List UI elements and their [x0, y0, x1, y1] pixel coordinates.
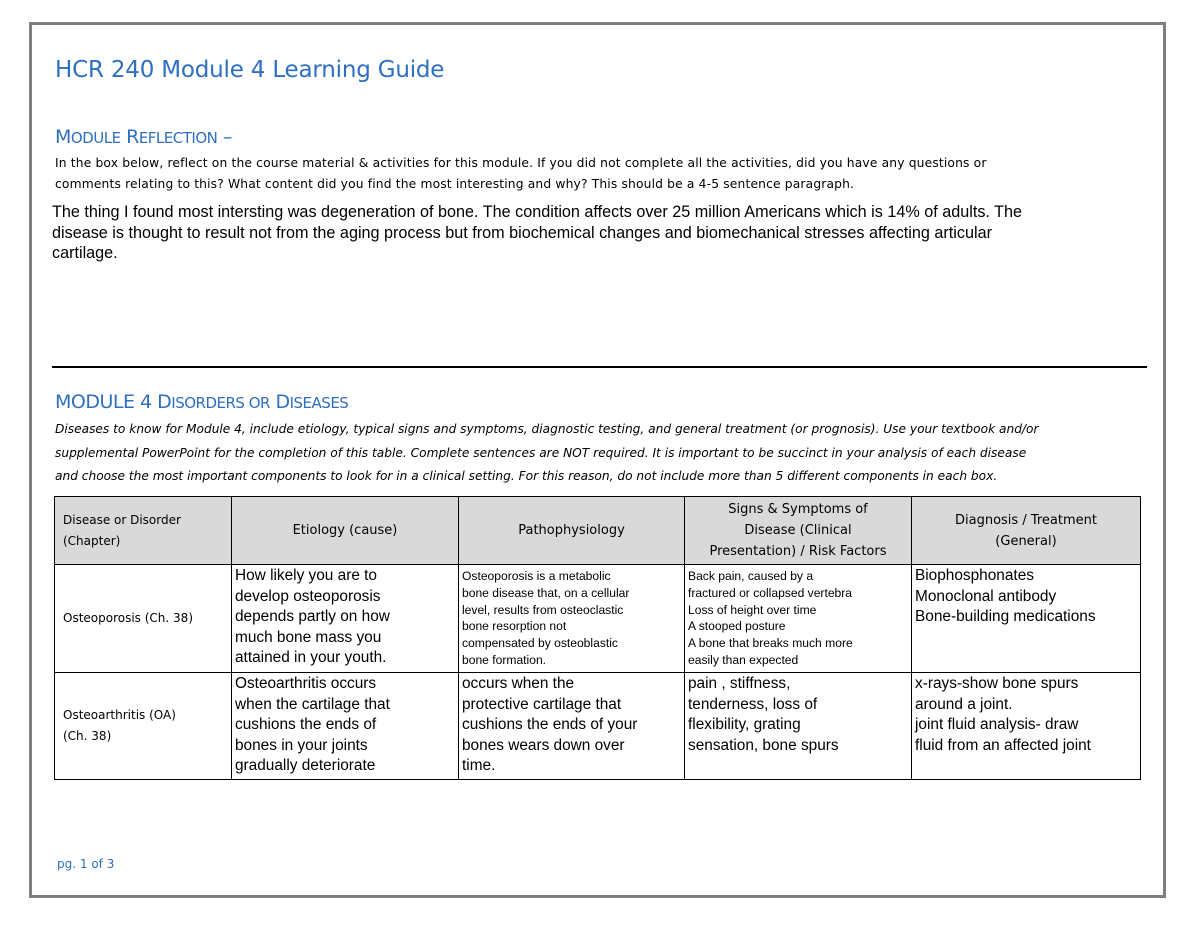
header-text: Presentation) / Risk Factors	[709, 544, 887, 559]
etiology-cell	[232, 565, 459, 673]
reflection-answer	[52, 202, 1152, 264]
signs-cell	[685, 673, 912, 780]
cell-line: time.	[462, 757, 496, 774]
reflection-heading-part: EFLECTION	[138, 129, 218, 147]
diseases-table	[54, 496, 1141, 780]
cell-line: cushions the ends of your	[462, 716, 638, 733]
cell-line: tenderness, loss of	[688, 695, 818, 713]
header-text: Signs & Symptoms of	[728, 502, 868, 517]
cell-line: x-rays-show bone spurs	[915, 675, 1079, 692]
cell-line: cushions the ends of	[235, 716, 377, 733]
disorders-heading-part: MODULE 4 D	[55, 391, 172, 413]
table-row	[55, 673, 1141, 780]
cell-line: level, results from osteoclastic	[462, 602, 624, 617]
table-row	[55, 565, 1141, 673]
header-text: (General)	[995, 533, 1057, 549]
disorders-heading-part: D	[269, 391, 290, 413]
cell-line: flexibility, grating	[688, 716, 801, 733]
cell-line: sensation, bone spurs	[688, 736, 839, 754]
cell-line: around a joint.	[915, 695, 1013, 713]
disease-name-cell: Osteoporosis (Ch. 38)	[55, 565, 232, 673]
answer-line: cartilage.	[52, 244, 118, 262]
cell-line: bones wears down over	[462, 736, 625, 754]
prompt-line: supplemental PowerPoint for the completion of this table. Complete sentences are NOT required. It is important to be succinct in your analysis of each disease	[55, 445, 1027, 460]
cell-line: Osteoarthritis occurs	[235, 675, 377, 692]
section-divider	[52, 366, 1147, 368]
cell-line: Biophosphonates	[915, 567, 1034, 584]
etiology-cell	[232, 673, 459, 780]
cell-line: A bone that breaks much more	[688, 636, 853, 651]
header-text: (Chapter)	[63, 533, 121, 548]
cell-line: easily than expected	[688, 652, 799, 667]
cell-line: A stooped posture	[688, 619, 786, 634]
cell-line: Bone-building medications	[915, 608, 1096, 625]
disorders-prompt	[55, 418, 1145, 489]
reflection-heading	[55, 126, 232, 148]
cell-line: compensated by osteoblastic	[462, 636, 618, 651]
reflection-heading-part: ODULE	[70, 129, 121, 147]
header-pathophysiology: Pathophysiology	[459, 497, 685, 565]
disorders-heading-part: ISEASES	[289, 394, 349, 412]
cell-line: attained in your youth.	[235, 649, 387, 666]
answer-line: The thing I found most intersting was degeneration of bone. The condition affects over 25 million Americans which is 14% of adults. The	[52, 203, 1023, 221]
reflection-heading-part: –	[217, 126, 232, 148]
header-text: Disease (Clinical	[744, 523, 852, 538]
cell-line: fractured or collapsed vertebra	[688, 585, 853, 600]
cell-line: much bone mass you	[235, 628, 382, 646]
header-etiology: Etiology (cause)	[232, 497, 459, 565]
reflection-prompt	[55, 153, 1145, 195]
prompt-line: and choose the most important components to look for in a clinical setting. For this reason, do not include more than 5 different components in each box.	[55, 469, 998, 483]
cell-line: Back pain, caused by a	[688, 569, 814, 583]
diagnosis-cell	[912, 673, 1141, 780]
cell-line: gradually deteriorate	[235, 757, 376, 774]
disorders-heading	[55, 391, 348, 413]
header-text: Disease or Disorder	[63, 512, 181, 527]
header-diagnosis	[912, 497, 1141, 565]
disease-name-cell	[55, 673, 232, 780]
answer-line: disease is thought to result not from the aging process but from biochemical changes and biomechanical stresses affecting articular	[52, 223, 992, 242]
header-disease	[55, 497, 232, 565]
cell-line: joint fluid analysis- draw	[915, 716, 1079, 733]
cell-line: bone disease that, on a cellular	[462, 585, 630, 600]
header-signs	[685, 497, 912, 565]
cell-line: protective cartilage that	[462, 695, 622, 713]
disorders-heading-part: ISORDERS OR	[171, 394, 270, 412]
cell-line: How likely you are to	[235, 567, 377, 584]
prompt-line: comments relating to this? What content did you find the most interesting and why? This should be a 4-5 sentence paragraph.	[55, 177, 855, 191]
signs-cell	[685, 565, 912, 673]
cell-line: Monoclonal antibody	[915, 587, 1057, 605]
cell-line: bone formation.	[462, 652, 547, 667]
prompt-line: Diseases to know for Module 4, include etiology, typical signs and symptoms, diagnostic testing, and general treatment (or prognosis). Use your textbook and/or	[55, 422, 1039, 436]
header-text: Diagnosis / Treatment	[955, 512, 1097, 528]
pathophysiology-cell	[459, 565, 685, 673]
page-title: HCR 240 Module 4 Learning Guide	[55, 57, 445, 83]
cell-line: occurs when the	[462, 675, 575, 692]
reflection-heading-part: R	[120, 126, 139, 148]
prompt-line: In the box below, reflect on the course material & activities for this module. If you did not complete all the activities, did you have any questions or	[55, 156, 987, 170]
cell-line: (Ch. 38)	[63, 728, 112, 743]
reflection-heading-part: M	[55, 126, 71, 148]
cell-line: Loss of height over time	[688, 602, 817, 617]
pathophysiology-cell	[459, 673, 685, 780]
page-number: pg. 1 of 3	[57, 857, 115, 871]
cell-line: fluid from an affected joint	[915, 736, 1091, 754]
cell-line: Osteoarthritis (OA)	[63, 707, 176, 722]
cell-line: develop osteoporosis	[235, 587, 381, 605]
cell-line: when the cartilage that	[235, 695, 390, 713]
cell-line: Osteoporosis is a metabolic	[462, 569, 611, 583]
diagnosis-cell	[912, 565, 1141, 673]
table-header-row	[55, 497, 1141, 565]
cell-line: bone resorption not	[462, 619, 567, 634]
cell-line: pain , stiffness,	[688, 675, 791, 692]
cell-line: bones in your joints	[235, 736, 368, 754]
cell-line: depends partly on how	[235, 608, 390, 625]
